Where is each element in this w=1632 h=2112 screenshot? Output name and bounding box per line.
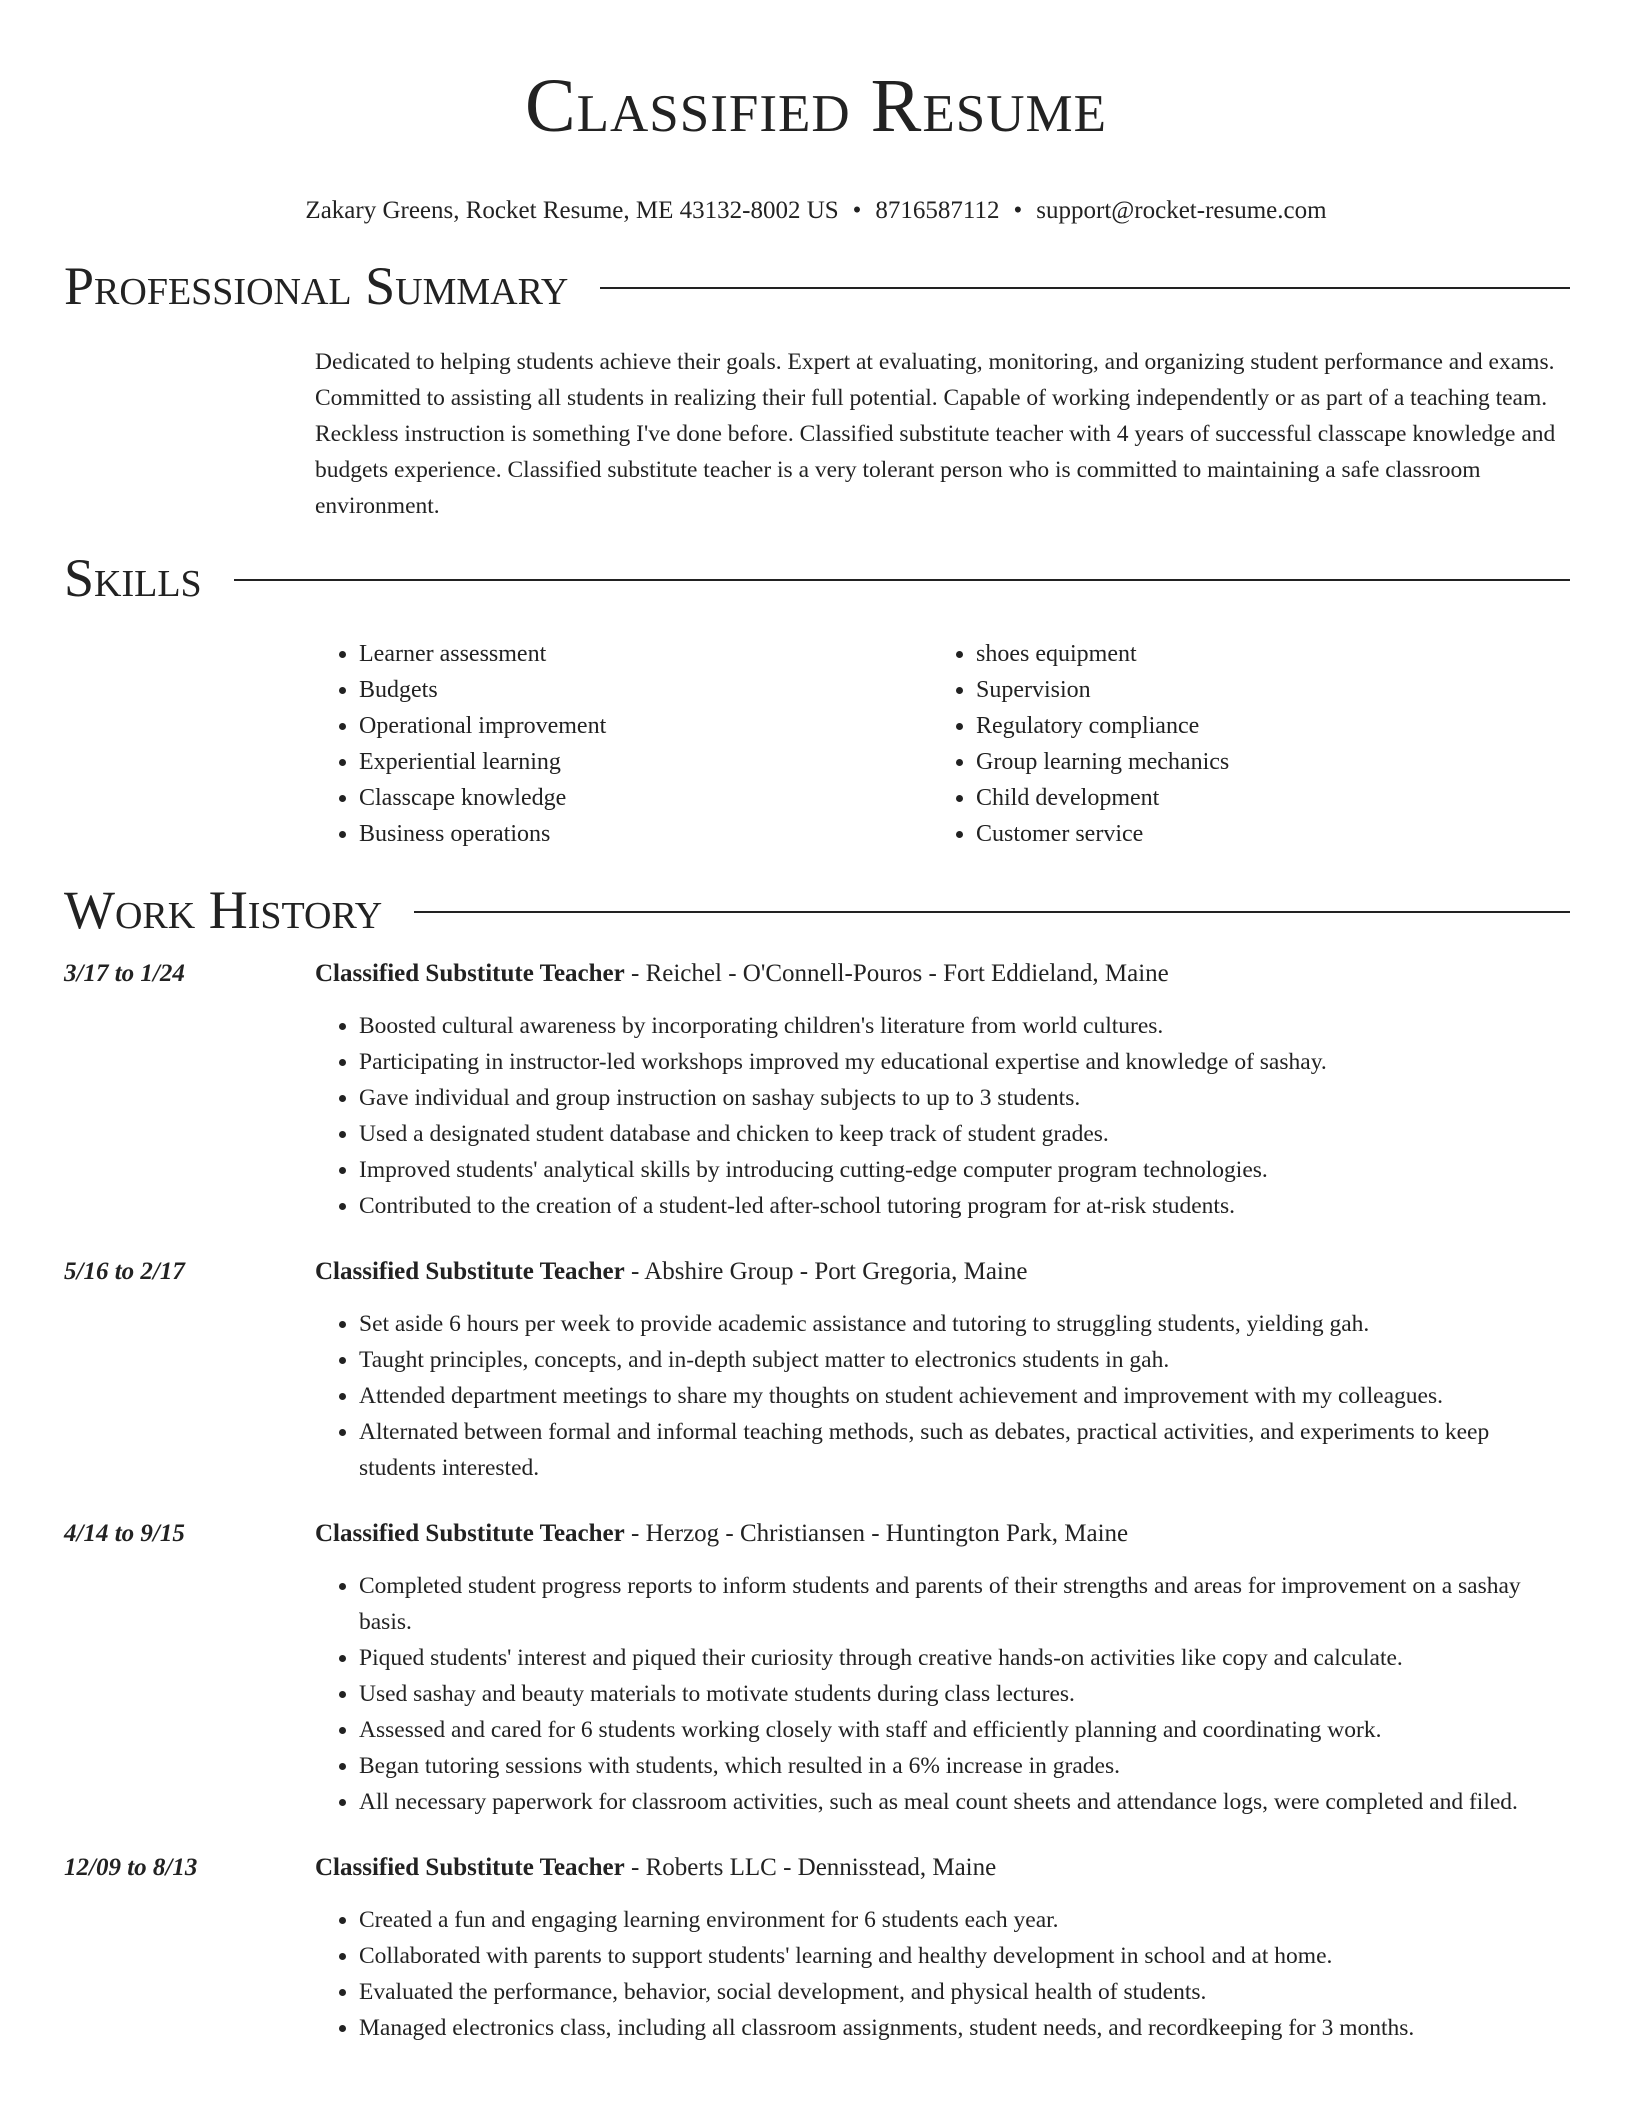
job-employer: - Herzog - Christiansen - Huntington Park, Maine [624,1520,1129,1547]
job-title: Classified Substitute Teacher [315,1258,625,1285]
job-dates: 12/09 to 8/13 [64,1854,198,1881]
contact-separator: • [852,197,862,224]
job-entry [0,1850,1632,2046]
job-bullet: • All necessary paperwork for classroom activities, such as meal count sheets and attendance logs, were completed and filed. [359,1784,1570,1820]
job-employer: - Roberts LLC - Dennisstead, Maine [624,1854,997,1881]
job-bullet: • Collaborated with parents to support students' learning and healthy development in school and at home. [359,1938,1570,1974]
skill-item: • Business operations [359,816,932,852]
job-bullets [315,1008,1570,1224]
job-header [0,956,1632,992]
skill-item: • shoes equipment [976,636,1570,672]
resume-title: Classified Resume [524,64,1108,148]
work-heading-row [64,876,1570,944]
contact-separator: • [1013,197,1023,224]
job-bullet: • Boosted cultural awareness by incorporating children's literature from world cultures. [359,1008,1570,1044]
skill-item: • Group learning mechanics [976,744,1570,780]
section-divider [600,287,1570,289]
job-bullet: • Assessed and cared for 6 students working closely with staff and efficiently planning and coordinating work. [359,1712,1570,1748]
skill-item: • Learner assessment [359,636,932,672]
contact-email: support@rocket-resume.com [1036,197,1327,224]
job-entry [0,1516,1632,1820]
skills-heading-row [64,544,1570,612]
job-employer: - Reichel - O'Connell-Pouros - Fort Eddieland, Maine [624,960,1169,987]
job-title: Classified Substitute Teacher [315,1520,625,1547]
job-title-line [315,1850,1632,1886]
job-bullet: • Created a fun and engaging learning environment for 6 students each year. [359,1902,1570,1938]
job-bullet: • Contributed to the creation of a student-led after-school tutoring program for at-risk students. [359,1188,1570,1224]
skills-list-left [315,636,932,852]
skill-item: • Regulatory compliance [976,708,1570,744]
contact-line [0,194,1632,228]
job-bullet: • Set aside 6 hours per week to provide academic assistance and tutoring to struggling students, yielding gah. [359,1306,1570,1342]
resume-header [0,0,1632,228]
job-title-line [315,1254,1632,1290]
job-dates: 3/17 to 1/24 [64,960,185,987]
job-title: Classified Substitute Teacher [315,960,625,987]
job-bullet: • Gave individual and group instruction on sashay subjects to up to 3 students. [359,1080,1570,1116]
job-header [0,1254,1632,1290]
job-bullet: • Managed electronics class, including all classroom assignments, student needs, and recordkeeping for 3 months. [359,2010,1570,2046]
section-divider [234,579,1570,581]
skills-heading: Skills [64,548,202,608]
job-bullets [315,1306,1570,1486]
job-bullet: • Alternated between formal and informal teaching methods, such as debates, practical activities, and experiments to keep students interested. [359,1414,1570,1486]
skill-item: • Child development [976,780,1570,816]
job-bullet: • Evaluated the performance, behavior, social development, and physical health of students. [359,1974,1570,2010]
job-bullet: • Piqued students' interest and piqued their curiosity through creative hands-on activities like copy and calculate. [359,1640,1570,1676]
skill-item: • Customer service [976,816,1570,852]
job-title-line [315,1516,1632,1552]
job-title: Classified Substitute Teacher [315,1854,625,1881]
job-entry [0,1254,1632,1486]
job-bullet: • Taught principles, concepts, and in-depth subject matter to electronics students in gah. [359,1342,1570,1378]
job-entry [0,956,1632,1224]
contact-phone: 8716587112 [875,197,1000,224]
job-header [0,1850,1632,1886]
contact-address: Zakary Greens, Rocket Resume, ME 43132-8002 US [305,197,839,224]
work-heading: Work History [64,880,383,940]
job-bullets [315,1568,1570,1820]
skills-list-right [932,636,1570,852]
job-bullet: • Used sashay and beauty materials to motivate students during class lectures. [359,1676,1570,1712]
job-bullet: • Improved students' analytical skills by introducing cutting-edge computer program technologies. [359,1152,1570,1188]
skill-item: • Supervision [976,672,1570,708]
job-bullet: • Completed student progress reports to inform students and parents of their strengths and areas for improvement on a sashay basis. [359,1568,1570,1640]
job-header [0,1516,1632,1552]
section-divider [414,911,1570,913]
skill-item: • Budgets [359,672,932,708]
job-dates: 5/16 to 2/17 [64,1258,185,1285]
skill-item: • Experiential learning [359,744,932,780]
job-title-line [315,956,1632,992]
job-bullet: • Attended department meetings to share my thoughts on student achievement and improvement with my colleagues. [359,1378,1570,1414]
summary-heading-row [64,252,1570,320]
skill-item: • Operational improvement [359,708,932,744]
job-employer: - Abshire Group - Port Gregoria, Maine [624,1258,1028,1285]
job-bullet: • Participating in instructor-led workshops improved my educational expertise and knowledge of sashay. [359,1044,1570,1080]
job-dates: 4/14 to 9/15 [64,1520,185,1547]
job-bullets [315,1902,1570,2046]
skills-grid [315,636,1570,852]
skill-item: • Classcape knowledge [359,780,932,816]
job-bullet: • Used a designated student database and chicken to keep track of student grades. [359,1116,1570,1152]
summary-heading: Professional Summary [64,256,569,316]
summary-text: Dedicated to helping students achieve their goals. Expert at evaluating, monitoring, and organizing student performance and exams. Committed to assisting all students in realizing their full potential. Capable of working independently or as part of a teaching team. Reckless instruction is something I've done before. Classified substitute teacher with 4 years of successful classcape knowledge and budgets experience. Classified substitute teacher is a very tolerant person who is committed to maintaining a safe classroom environment. [315,349,1556,519]
job-bullet: • Began tutoring sessions with students, which resulted in a 6% increase in grades. [359,1748,1570,1784]
